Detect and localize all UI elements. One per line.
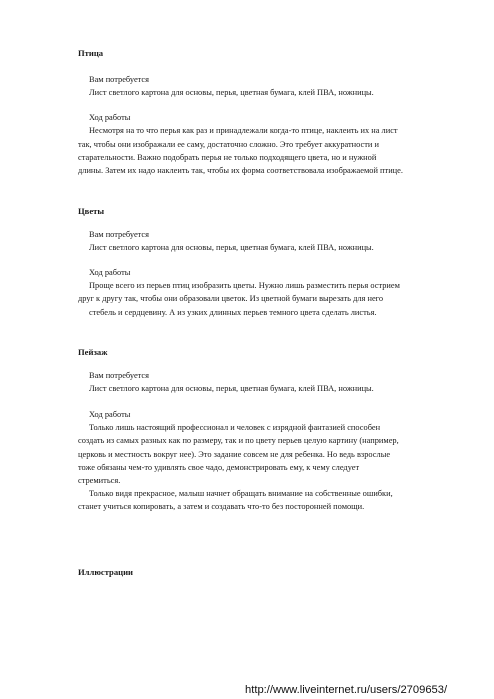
work-text-line: друг к другу так, чтобы они образовали цветок. Из цветной бумаги вырезать для него: [78, 294, 384, 303]
footer-url[interactable]: http://www.liveinternet.ru/users/2709653/: [245, 684, 448, 696]
work-text-line: Только лишь настоящий профессионал и человек с изрядной фантазией способен: [89, 423, 381, 432]
work-text-line: Только видя прекрасное, малыш начнет обращать внимание на собственные ошибки,: [89, 489, 393, 498]
work-text-line: Проще всего из перьев птиц изобразить цветы. Нужно лишь разместить перья острием: [89, 281, 400, 290]
work-label: Ход работы: [89, 410, 131, 419]
section-title-landscape: Пейзаж: [78, 347, 108, 357]
work-text-line: церковь и местность вокруг нее). Это задание совсем не для ребенка. Но ведь взрослые: [78, 450, 391, 459]
work-text-line: так, чтобы они изображали ее саму, достаточно сложно. Это требует аккуратности и: [78, 140, 379, 149]
work-text-line: стремиться.: [78, 476, 121, 485]
need-text: Лист светлого картона для основы, перья, цветная бумага, клей ПВА, ножницы.: [89, 88, 374, 97]
need-label: Вам потребуется: [89, 371, 149, 380]
work-text-line: стебель и сердцевину. А из узких длинных перьев темного цвета сделать листья.: [89, 308, 377, 317]
illustrations-heading: Иллюстрации: [78, 567, 133, 577]
need-label: Вам потребуется: [89, 75, 149, 84]
work-text-line: длины. Затем их надо наклеить так, чтобы их форма соответствовала изображаемой птице.: [78, 166, 403, 175]
section-title-flowers: Цветы: [78, 206, 105, 216]
work-text-line: создать из самых разных как по размеру, так и по цвету перьев целую картину (например,: [78, 436, 399, 445]
work-label: Ход работы: [89, 268, 131, 277]
need-text: Лист светлого картона для основы, перья, цветная бумага, клей ПВА, ножницы.: [89, 384, 374, 393]
work-text-line: Несмотря на то что перья как раз и принадлежали когда-то птице, наклеить их на лист: [89, 126, 398, 135]
work-label: Ход работы: [89, 113, 131, 122]
work-text-line: старательности. Важно подобрать перья не только подходящего цвета, но и нужной: [78, 153, 377, 162]
work-text-line: тоже обязаны чем-то удивлять свое чадо, демонстрировать ему, к чему следует: [78, 463, 360, 472]
section-title-bird: Птица: [78, 48, 104, 58]
work-text-line: станет учиться копировать, а затем и создавать что-то без посторонней помощи.: [78, 502, 365, 511]
need-label: Вам потребуется: [89, 230, 149, 239]
need-text: Лист светлого картона для основы, перья, цветная бумага, клей ПВА, ножницы.: [89, 243, 374, 252]
